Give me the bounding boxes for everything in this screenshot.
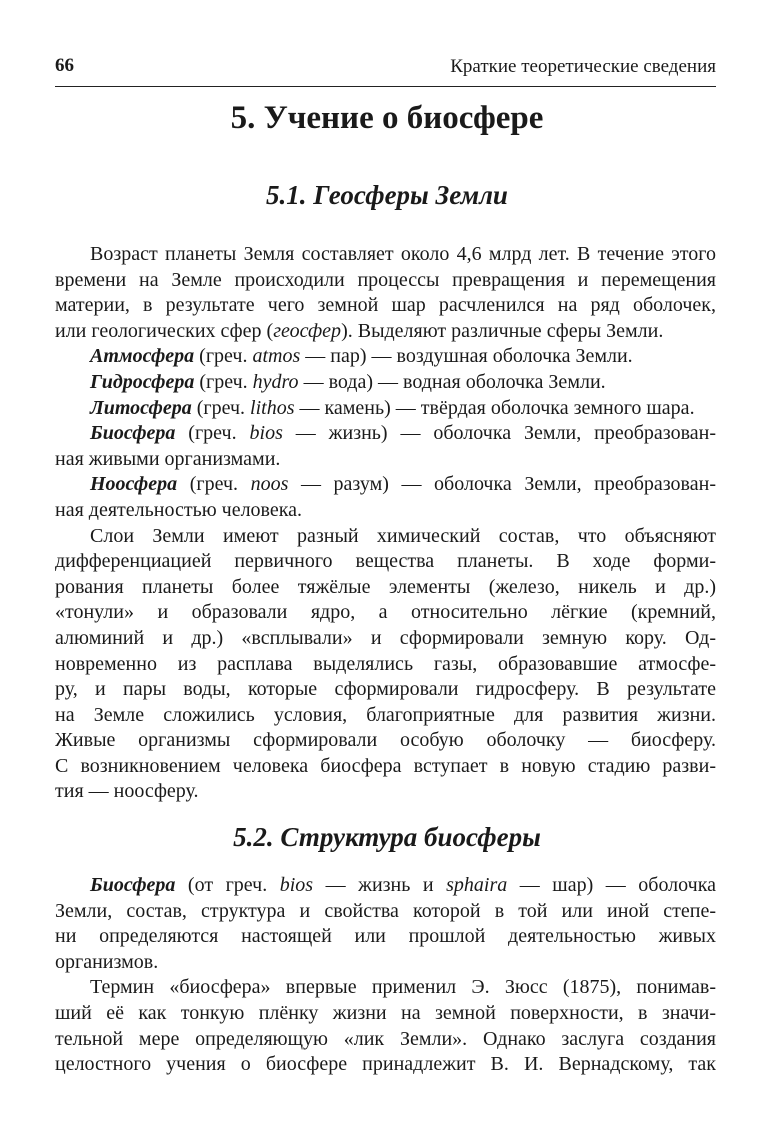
text-line [55,652,716,678]
text-run: или геологических сфер ( [55,319,274,342]
text-run: — пар) — воздушная оболочка Земли. [300,345,633,368]
text-run: — вода) — водная оболочка Земли. [298,370,606,393]
running-title: Краткие теоретические сведения [450,56,716,77]
section-heading: 5.2. Структура биосферы [233,822,541,852]
section-heading: 5.1. Геосферы Земли [266,180,508,210]
text-line [55,549,716,575]
text-run: Термин «биосфера» впервые применил Э. Зюсс (1875), понимав- [90,976,716,999]
term: Биосфера [90,874,176,896]
emphasis: noos [250,473,289,496]
text-line [55,472,716,498]
text-line [55,924,716,950]
paragraph [55,242,716,344]
emphasis: hydro [252,370,299,393]
text-run: — разум) — оболочка Земли, преобразован- [288,473,716,496]
text-run: ру, и пары воды, которые сформировали гидросферу. В результате [55,678,716,701]
page-number: 66 [55,55,74,76]
paragraph [55,524,716,806]
text-run: Живые организмы сформировали особую оболочку — биосферу. [55,729,716,752]
text-line [55,728,716,754]
term: Атмосфера [90,345,195,368]
text-run: Возраст планеты Земля составляет около 4,6 млрд лет. В течение этого [90,243,716,265]
text-run: С возникновением человека биосфера вступает в новую стадию разви- [55,754,716,777]
text-run: организмов. [55,950,159,973]
text-line [55,950,716,976]
text-run: целостного учения о биосфере принадлежит В. И. Вернадскому, так [55,1053,716,1076]
text-run: «тонули» и образовали ядро, а относительно лёгкие (кремний, [55,601,716,624]
text-run: Земли, состав, структура и свойства которой в той или иной степе- [55,899,716,922]
text-line [55,575,716,601]
term: Биосфера [90,422,176,445]
text-line [55,600,716,626]
text-run: Слои Земли имеют разный химический состав, что объясняют [90,524,716,547]
text-run: ни определяются настоящей или прошлой деятельностью живых [55,925,716,948]
section-body [55,242,716,805]
paragraph [55,421,716,472]
text-run: материи, в результате чего земной шар расчленился на ряд оболочек, [55,294,716,317]
text-line [55,873,716,899]
text-run: (греч. [194,345,253,368]
text-line [55,370,716,396]
text-line [55,319,716,345]
emphasis: lithos [250,396,295,419]
text-run: ). Выделяют различные сферы Земли. [341,319,664,342]
paragraph [55,396,716,422]
text-run: — жизнь) — оболочка Земли, преобразован- [282,422,716,445]
text-line [55,677,716,703]
emphasis: bios [279,874,314,896]
text-line [55,344,716,370]
text-run: (греч. [194,370,253,393]
text-line [55,754,716,780]
text-run: ная деятельностью человека. [55,498,303,521]
text-line [55,1001,716,1027]
text-run: — камень) — твёрдая оболочка земного шара. [294,396,695,419]
text-run: ная живыми организмами. [55,447,281,470]
text-run: — шар) — оболочка [507,874,716,896]
text-run: алюминий и др.) «всплывали» и сформировали земную кору. Од- [55,626,716,649]
text-line [55,293,716,319]
text-line [55,268,716,294]
header-divider [55,86,716,87]
text-line [55,779,716,805]
text-run: — жизнь и [313,874,447,896]
paragraph [55,873,716,975]
text-run: дифференциацией первичного вещества планеты. В ходе форми- [55,550,716,573]
paragraph [55,344,716,370]
text-run: новременно из расплава выделялись газы, образовавшие атмосфе- [55,652,716,675]
emphasis: bios [249,422,283,445]
text-line [55,498,716,524]
emphasis: геосфер [273,319,342,342]
text-run: (греч. [191,396,251,419]
text-line [55,626,716,652]
term: Ноосфера [90,473,178,496]
text-run: тия — ноосферу. [55,780,199,803]
text-run: ший её как тонкую плёнку жизни на земной поверхности, в значи- [55,1001,716,1024]
text-run: рования планеты более тяжёлые элементы (железо, никель и др.) [55,575,716,598]
paragraph [55,370,716,396]
emphasis: sphaira [446,874,508,896]
term: Гидросфера [90,370,195,393]
text-run: (греч. [177,473,251,496]
paragraph [55,472,716,523]
text-line [55,1052,716,1078]
text-run: на Земле сложились условия, благоприятные для развития жизни. [55,703,716,726]
text-line [55,1027,716,1053]
paragraph [55,975,716,1077]
text-run: тельной мере определяющую «лик Земли». Однако заслуга создания [55,1027,716,1050]
chapter-title: 5. Учение о биосфере [230,100,544,136]
text-run: времени на Земле происходили процессы превращения и перемещения [55,268,716,291]
text-line [55,421,716,447]
emphasis: atmos [252,345,301,368]
text-line [55,242,716,268]
section-body [55,873,716,1078]
text-line [55,899,716,925]
term: Литосфера [90,396,192,419]
text-run: (греч. [175,422,250,445]
text-line [55,975,716,1001]
text-run: (от греч. [175,874,280,896]
text-line [55,703,716,729]
text-line [55,447,716,473]
text-line [55,524,716,550]
text-line [55,396,716,422]
